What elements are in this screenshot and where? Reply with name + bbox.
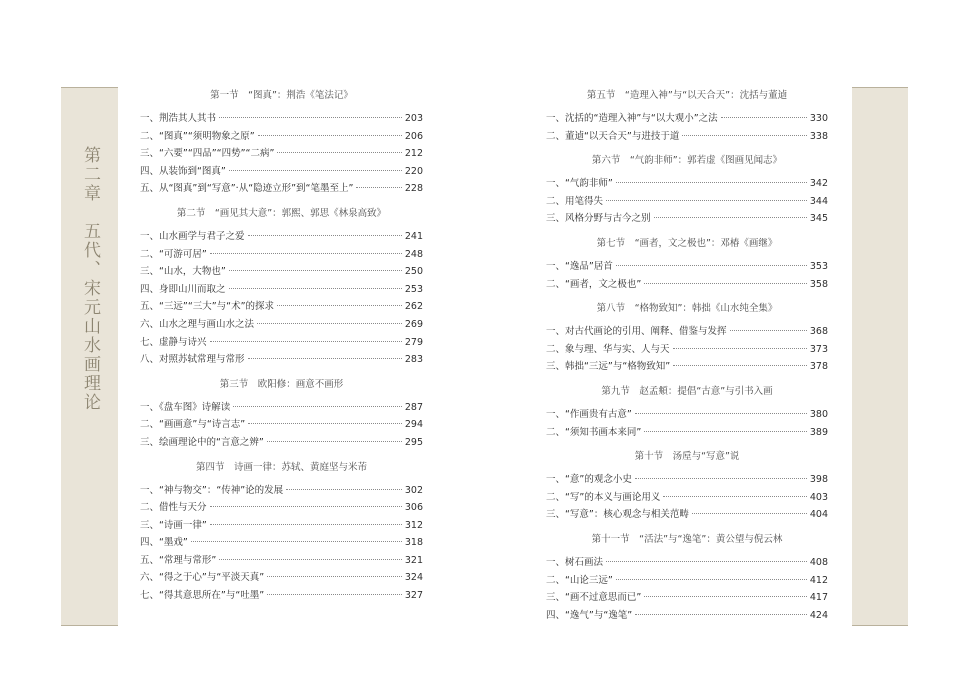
toc-entry-title: 四、身即山川而取之	[140, 283, 226, 295]
toc-entry-title: 一、沈括的“造理入神”与“以大观小”之法	[546, 113, 718, 124]
toc-entry[interactable]	[140, 587, 423, 605]
toc-entry[interactable]	[140, 163, 423, 181]
toc-entry[interactable]	[140, 552, 423, 570]
section-gap	[546, 524, 828, 530]
toc-entry[interactable]	[546, 424, 828, 442]
toc-entry-title: 四、“逸气”与“逸笔”	[546, 609, 633, 621]
toc-entry[interactable]	[140, 316, 423, 334]
dot-leader	[286, 488, 402, 490]
toc-entry[interactable]	[140, 434, 423, 452]
toc-entry-page: 344	[809, 195, 828, 207]
toc-entry-page: 424	[809, 609, 828, 621]
toc-entry-title: 二、象与理、华与实、人与天	[546, 343, 670, 355]
toc-entry[interactable]	[140, 482, 423, 500]
toc-entry[interactable]	[546, 128, 828, 146]
toc-entry-page: 408	[809, 556, 828, 568]
section-gap	[140, 198, 423, 204]
toc-entry[interactable]	[546, 358, 828, 376]
toc-entry-title: 五、从“图真”到“写意”·从“隐迹立形”到“笔墨至上”	[140, 183, 354, 195]
section-gap	[546, 228, 828, 234]
toc-entry-title: 二、“山论三远”	[546, 574, 613, 586]
toc-entry-page: 321	[404, 554, 423, 566]
toc-entry-title: 五、“三远”“三大”与“术”的探求	[140, 301, 275, 313]
toc-entry[interactable]	[140, 145, 423, 163]
toc-entry-title: 二、“须知书画本来同”	[546, 426, 642, 438]
dot-leader	[606, 199, 807, 201]
toc-entry-page: 345	[809, 213, 828, 225]
dot-leader	[692, 512, 807, 514]
toc-entry[interactable]	[140, 228, 423, 246]
section-header: 第十一节 “活法”与“逸笔”：黄公望与倪云林	[591, 533, 783, 545]
toc-entry[interactable]	[140, 281, 423, 299]
toc-entry[interactable]	[546, 471, 828, 489]
right-margin-tab	[852, 87, 908, 626]
section-header: 第八节 “格物致知”：韩拙《山水纯全集》	[596, 303, 778, 315]
toc-entry-title: 二、“画画意”与“诗言志”	[140, 419, 246, 431]
dot-leader	[257, 322, 402, 324]
toc-entry-title: 七、虚静与诗兴	[140, 336, 207, 348]
toc-entry-page: 342	[809, 178, 828, 190]
dot-leader	[606, 560, 807, 562]
section-gap	[140, 369, 423, 375]
toc-entry-title: 一、“气韵非师”	[546, 178, 613, 190]
dot-leader	[267, 593, 402, 595]
dot-leader	[267, 440, 402, 442]
toc-entry[interactable]	[140, 180, 423, 198]
toc-entry-title: 五、“常理与常形”	[140, 554, 217, 566]
dot-leader	[730, 329, 807, 331]
toc-entry-title: 三、绘画理论中的“言意之辨”	[140, 436, 264, 448]
toc-entry[interactable]	[546, 607, 828, 625]
toc-entry-title: 二、借性与天分	[140, 502, 207, 514]
dot-leader	[673, 347, 807, 349]
toc-entry-title: 二、“可游可居”	[140, 248, 207, 260]
section-header: 第六节 “气韵非师”：郭若虚《图画见闻志》	[591, 155, 783, 167]
toc-entry[interactable]	[140, 298, 423, 316]
dot-leader	[682, 134, 807, 136]
toc-entry-page: 330	[809, 113, 828, 124]
toc-entry[interactable]	[140, 517, 423, 535]
toc-entry-page: 312	[404, 519, 423, 531]
toc-entry[interactable]	[546, 406, 828, 424]
dot-leader	[277, 151, 401, 153]
section-header: 第二节 “画见其大意”：郭熙、郭思《林泉高致》	[176, 207, 387, 219]
toc-entry-page: 212	[404, 148, 423, 160]
dot-leader	[258, 134, 402, 136]
toc-entry-title: 一、“意”的观念小史	[546, 474, 632, 486]
toc-entry[interactable]	[546, 572, 828, 590]
toc-entry[interactable]	[546, 489, 828, 507]
toc-entry[interactable]	[546, 258, 828, 276]
dot-leader	[229, 269, 402, 271]
dot-leader	[210, 252, 402, 254]
toc-entry-title: 三、“画不过意思而已”	[546, 592, 642, 604]
toc-entry-title: 一、树石画法	[546, 556, 604, 568]
dot-leader	[210, 523, 402, 525]
toc-entry[interactable]	[546, 193, 828, 211]
toc-entry-page: 373	[809, 343, 828, 355]
toc-entry-page: 302	[404, 484, 423, 496]
dot-leader	[210, 340, 402, 342]
toc-entry[interactable]	[546, 554, 828, 572]
toc-entry-page: 206	[404, 130, 423, 142]
toc-entry-page: 378	[809, 361, 828, 373]
toc-entry[interactable]	[140, 128, 423, 146]
dot-leader	[635, 412, 807, 414]
dot-leader	[616, 578, 807, 580]
toc-entry-page: 220	[404, 165, 423, 177]
toc-entry[interactable]	[140, 351, 423, 369]
toc-right-column	[546, 86, 828, 624]
toc-entry-page: 262	[404, 301, 423, 313]
toc-entry[interactable]	[546, 210, 828, 228]
toc-entry-page: 368	[809, 326, 828, 338]
section-gap	[546, 293, 828, 299]
dot-leader	[616, 181, 807, 183]
dot-leader	[663, 495, 807, 497]
toc-entry-page: 412	[809, 574, 828, 586]
toc-left-column	[140, 86, 423, 605]
dot-leader	[210, 505, 402, 507]
toc-entry-title: 八、对照苏轼常理与常形	[140, 354, 245, 366]
toc-entry-title: 一、“神与物交”：“传神”论的发展	[140, 484, 284, 496]
toc-entry-title: 四、从装饰到“图真”	[140, 165, 226, 177]
toc-entry[interactable]	[140, 534, 423, 552]
toc-entry-title: 三、韩拙“三远”与“格物致知”	[546, 361, 671, 373]
dot-leader	[721, 116, 807, 118]
toc-entry[interactable]	[546, 506, 828, 524]
toc-entry-page: 380	[809, 408, 828, 420]
section-header: 第四节 诗画一律：苏轼、黄庭坚与米芾	[195, 461, 367, 473]
section-header: 第三节 欧阳修：画意不画形	[219, 378, 344, 390]
toc-entry-title: 六、“得之于心”与“平淡天真”	[140, 572, 265, 584]
toc-entry-page: 279	[404, 336, 423, 348]
dot-leader	[229, 287, 402, 289]
toc-entry-title: 四、“墨戏”	[140, 537, 188, 549]
section-gap	[546, 441, 828, 447]
toc-entry-page: 417	[809, 592, 828, 604]
toc-entry-title: 二、“写”的本义与画论用义	[546, 491, 661, 503]
dot-leader	[616, 264, 807, 266]
toc-entry[interactable]	[140, 334, 423, 352]
dot-leader	[191, 540, 402, 542]
toc-entry-page: 283	[404, 354, 423, 366]
toc-entry-page: 248	[404, 248, 423, 260]
toc-entry-title: 一、荆浩其人其书	[140, 113, 217, 124]
toc-entry[interactable]	[546, 276, 828, 294]
dot-leader	[673, 364, 807, 366]
toc-entry-page: 241	[404, 230, 423, 242]
toc-entry-page: 353	[809, 260, 828, 272]
toc-entry[interactable]	[546, 175, 828, 193]
section-gap	[140, 452, 423, 458]
toc-entry-page: 250	[404, 266, 423, 278]
toc-entry-page: 403	[809, 491, 828, 503]
toc-entry[interactable]	[140, 246, 423, 264]
section-header: 第十节 汤垕与“写意”说	[634, 451, 740, 463]
dot-leader	[635, 477, 807, 479]
toc-entry[interactable]	[140, 110, 423, 128]
toc-entry-title: 一、山水画学与君子之爱	[140, 230, 245, 242]
toc-entry-title: 一、“逸品”居首	[546, 260, 613, 272]
toc-entry-title: 三、“诗画一律”	[140, 519, 207, 531]
dot-leader	[229, 169, 402, 171]
section-header: 第五节 “造理入神”与“以天合天”：沈括与董逌	[586, 90, 788, 101]
toc-entry-page: 287	[404, 401, 423, 413]
section-header: 第七节 “画者，文之极也”：邓椿《画继》	[596, 237, 778, 249]
toc-entry[interactable]	[140, 399, 423, 417]
dot-leader	[248, 234, 402, 236]
toc-entry-title: 三、风格分野与古今之别	[546, 213, 651, 225]
toc-entry-page: 269	[404, 318, 423, 330]
toc-entry-page: 404	[809, 509, 828, 521]
toc-entry[interactable]	[546, 323, 828, 341]
dot-leader	[644, 430, 807, 432]
toc-entry-title: 二、董逌“以天合天”与进技于道	[546, 130, 680, 142]
dot-leader	[233, 405, 402, 407]
toc-entry[interactable]	[140, 416, 423, 434]
dot-leader	[248, 357, 402, 359]
toc-entry[interactable]	[546, 341, 828, 359]
toc-entry-title: 七、“得其意思所在”与“吐墨”	[140, 590, 265, 602]
section-gap	[546, 376, 828, 382]
toc-entry-title: 一、对古代画论的引用、阐释、借鉴与发挥	[546, 326, 727, 338]
toc-entry-title: 三、“六要”“四品”“四势”“二病”	[140, 148, 275, 160]
toc-entry-page: 253	[404, 283, 423, 295]
dot-leader	[277, 304, 402, 306]
chapter-title: 第二章 五代、宋元山水画理论	[80, 146, 100, 412]
toc-entry-title: 二、“画者，文之极也”	[546, 278, 642, 290]
toc-entry-title: 二、用笔得失	[546, 195, 604, 207]
toc-entry-title: 一、“作画贵有古意”	[546, 408, 632, 420]
toc-entry[interactable]	[140, 263, 423, 281]
toc-entry-page: 306	[404, 502, 423, 514]
toc-entry[interactable]	[546, 110, 828, 128]
toc-entry-page: 327	[404, 590, 423, 602]
toc-entry-page: 318	[404, 537, 423, 549]
toc-entry-page: 228	[404, 183, 423, 195]
toc-entry-page: 398	[809, 474, 828, 486]
toc-entry[interactable]	[546, 589, 828, 607]
toc-entry-page: 324	[404, 572, 423, 584]
toc-entry-page: 338	[809, 130, 828, 142]
toc-entry[interactable]	[140, 569, 423, 587]
section-header: 第一节 “图真”：荆浩《笔法记》	[210, 90, 353, 101]
dot-leader	[219, 558, 402, 560]
chapter-tab	[61, 87, 118, 626]
dot-leader	[267, 575, 402, 577]
dot-leader	[356, 186, 401, 188]
dot-leader	[644, 282, 807, 284]
toc-entry-page: 358	[809, 278, 828, 290]
toc-entry-title: 六、山水之理与画山水之法	[140, 318, 255, 330]
section-header: 第九节 赵孟頫：提倡“古意”与引书入画	[601, 385, 773, 397]
section-gap	[546, 145, 828, 151]
toc-entry-page: 294	[404, 419, 423, 431]
toc-entry-page: 295	[404, 436, 423, 448]
toc-entry-title: 三、“山水，大物也”	[140, 266, 226, 278]
dot-leader	[635, 613, 807, 615]
dot-leader	[654, 216, 807, 218]
toc-entry-title: 三、“写意”：核心观念与相关范畴	[546, 509, 689, 521]
toc-entry-page: 203	[404, 113, 423, 124]
dot-leader	[644, 595, 807, 597]
toc-entry-page: 389	[809, 426, 828, 438]
toc-entry[interactable]	[140, 499, 423, 517]
dot-leader	[248, 422, 402, 424]
toc-entry-title: 二、“图真”“须明物象之原”	[140, 130, 255, 142]
toc-entry-title: 一、《盘车图》诗解读	[140, 401, 231, 413]
dot-leader	[219, 116, 402, 118]
